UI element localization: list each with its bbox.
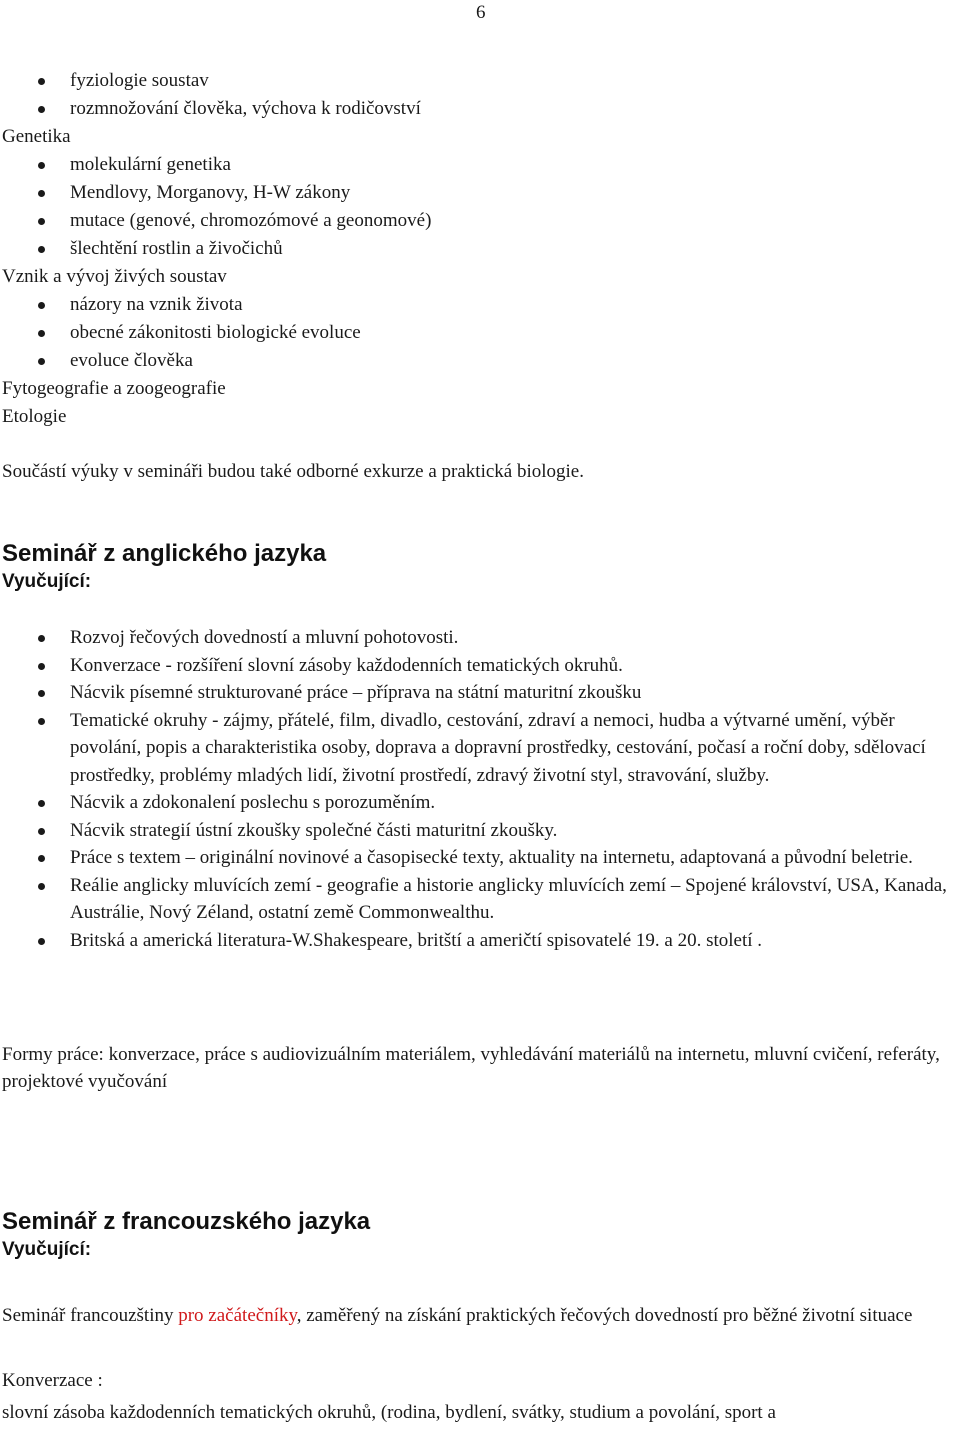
list-item: mutace (genové, chromozómové a geonomové) <box>2 207 956 235</box>
page-number: 6 <box>476 2 486 23</box>
french-teacher-label: Vyučující: <box>2 1239 92 1260</box>
french-conversation-text: slovní zásoba každodenních tematických okruhů, (rodina, bydlení, svátky, studium a povolání, sport a <box>2 1402 776 1423</box>
list-item: evoluce člověka <box>2 347 956 375</box>
french-seminar-title: Seminář z francouzského jazyka <box>2 1208 371 1235</box>
list-item: rozmnožování člověka, výchova k rodičovství <box>2 95 956 123</box>
list-item: šlechtění rostlin a živočichů <box>2 235 956 263</box>
list-item: Nácvik a zdokonalení poslechu s porozuměním. <box>2 789 956 817</box>
biology-section <box>2 67 956 431</box>
english-teacher-label: Vyučující: <box>2 571 92 592</box>
beginners-highlight: pro začátečníky <box>178 1305 297 1326</box>
bullet-list-vznik <box>2 291 956 375</box>
list-item: Konverzace - rozšíření slovní zásoby každodenních tematických okruhů. <box>2 652 956 680</box>
bullet-list-top <box>2 67 956 123</box>
list-item: Nácvik strategií ústní zkoušky společné části maturitní zkoušky. <box>2 817 956 845</box>
list-item: Rozvoj řečových dovedností a mluvní pohotovosti. <box>2 624 956 652</box>
bullet-list-genetika <box>2 151 956 263</box>
excursion-note: Součástí výuky v semináři budou také odborné exkurze a praktická biologie. <box>2 461 584 482</box>
list-item: Práce s textem – originální novinové a časopisecké texty, aktuality na internetu, adaptovaná a původní beletrie. <box>2 844 956 872</box>
list-item: fyziologie soustav <box>2 67 956 95</box>
list-item: obecné zákonitosti biologické evoluce <box>2 319 956 347</box>
list-item: Mendlovy, Morganovy, H-W zákony <box>2 179 956 207</box>
french-intro-text-rest: , zaměřený na získání praktických řečových dovedností pro běžné životní situace <box>296 1305 913 1326</box>
english-topics <box>2 624 956 954</box>
english-topic-list <box>2 624 956 954</box>
english-forms-paragraph: Formy práce: konverzace, práce s audiovizuálním materiálem, vyhledávání materiálů na internetu, mluvní cvičení, referáty, projektové vyučování <box>2 1044 940 1092</box>
english-seminar-header <box>2 539 956 595</box>
list-item: Britská a americká literatura-W.Shakespeare, britští a američtí spisovatelé 19. a 20. století . <box>2 927 956 955</box>
section-heading-etologie: Etologie <box>2 406 67 427</box>
list-item: molekulární genetika <box>2 151 956 179</box>
section-heading-fytogeografie: Fytogeografie a zoogeografie <box>2 378 226 399</box>
list-item: Tematické okruhy - zájmy, přátelé, film, divadlo, cestování, zdraví a nemoci, hudba a výtvarné umění, výběr povolání, popis a charakteristika osoby, doprava a dopravní prostředky, cestování, počasí a roční doby, sdělovací prostředky, problémy mladých lidí, životní prostředí, zdravý životní styl, stravování, služby. <box>2 707 956 790</box>
french-intro-paragraph <box>2 1300 956 1332</box>
list-item: Nácvik písemné strukturované práce – příprava na státní maturitní zkoušku <box>2 679 956 707</box>
english-seminar-title: Seminář z anglického jazyka <box>2 540 327 567</box>
french-seminar-header <box>2 1207 956 1263</box>
french-intro-text: Seminář francouzštiny <box>2 1305 179 1326</box>
list-item: Reálie anglicky mluvících zemí - geografie a historie anglicky mluvících zemí – Spojené království, USA, Kanada, Austrálie, Nový Zéland, ostatní země Commonwealthu. <box>2 872 956 927</box>
french-conversation-label: Konverzace : <box>2 1370 103 1391</box>
list-item: názory na vznik života <box>2 291 956 319</box>
section-heading-vznik: Vznik a vývoj živých soustav <box>2 266 227 287</box>
section-heading-genetika: Genetika <box>2 126 71 147</box>
